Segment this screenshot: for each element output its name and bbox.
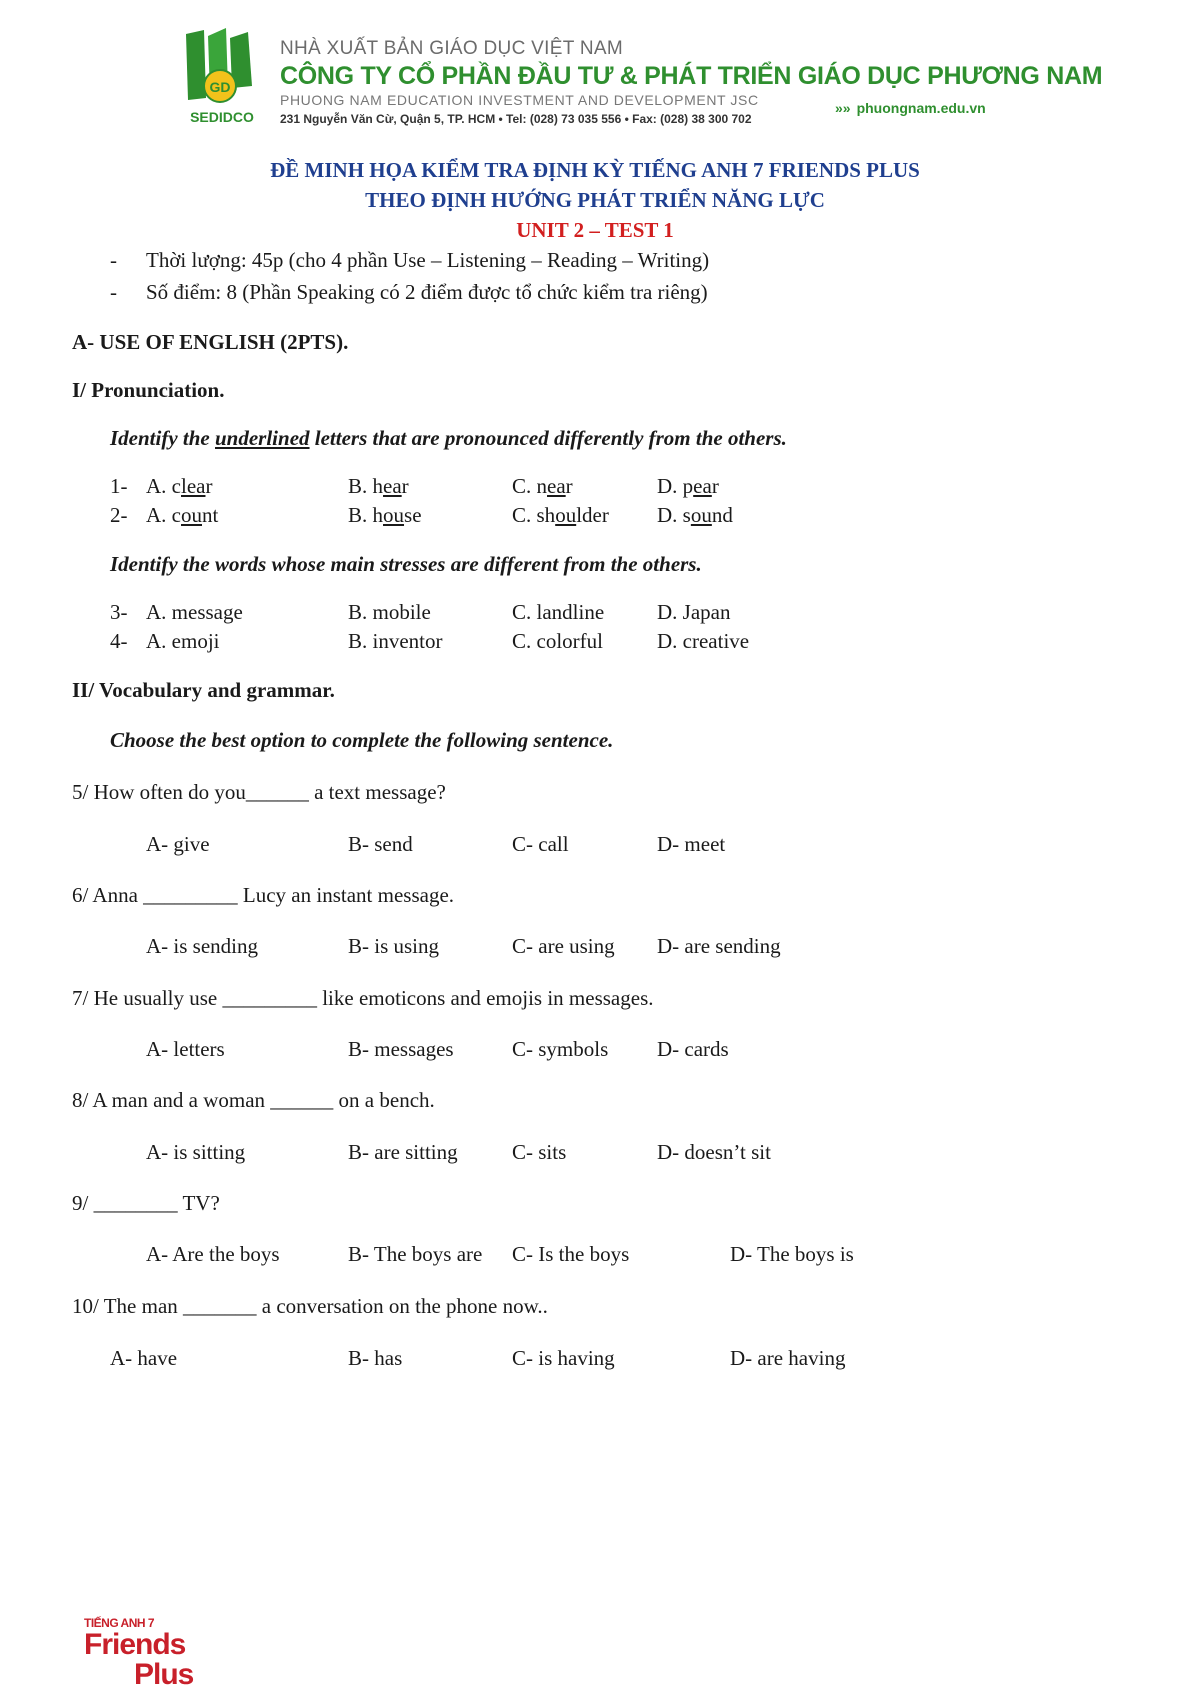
q9-option-a[interactable]: A- Are the boys xyxy=(146,1242,280,1266)
q7-option-a[interactable]: A- letters xyxy=(146,1037,225,1061)
question-8: 8/ A man and a woman ______ on a bench. xyxy=(72,1088,435,1112)
question-9: 9/ ________ TV? xyxy=(72,1191,220,1215)
publisher-name: NHÀ XUẤT BẢN GIÁO DỤC VIỆT NAM xyxy=(280,38,623,59)
q6-option-a[interactable]: A- is sending xyxy=(146,934,258,958)
logo-friends-text: Friends xyxy=(84,1628,186,1661)
q9-option-d[interactable]: D- The boys is xyxy=(730,1242,854,1266)
sedidco-logo xyxy=(182,28,262,126)
option-a[interactable]: A. clear xyxy=(146,474,213,498)
company-english-name: PHUONG NAM EDUCATION INVESTMENT AND DEVELOPMENT JSC xyxy=(280,92,759,108)
pronunciation-instruction: Identify the underlined letters that are pronounced differently from the others. xyxy=(110,426,787,450)
q10-option-d[interactable]: D- are having xyxy=(730,1346,846,1370)
exam-subtitle: THEO ĐỊNH HƯỚNG PHÁT TRIỂN NĂNG LỰC xyxy=(365,188,825,212)
q10-option-c[interactable]: C- is having xyxy=(512,1346,615,1370)
option-d[interactable]: D. Japan xyxy=(657,600,731,624)
q7-option-b[interactable]: B- messages xyxy=(348,1037,454,1061)
q5-option-b[interactable]: B- send xyxy=(348,832,413,856)
option-b[interactable]: B. mobile xyxy=(348,600,431,624)
q8-option-b[interactable]: B- are sitting xyxy=(348,1140,458,1164)
q9-option-b[interactable]: B- The boys are xyxy=(348,1242,483,1266)
question-5: 5/ How often do you______ a text message? xyxy=(72,780,446,804)
vocabulary-heading: II/ Vocabulary and grammar. xyxy=(72,678,335,702)
option-d[interactable]: D. pear xyxy=(657,474,719,498)
q6-option-b[interactable]: B- is using xyxy=(348,934,440,958)
q8-option-c[interactable]: C- sits xyxy=(512,1140,567,1164)
option-b[interactable]: B. house xyxy=(348,503,422,527)
q7-option-c[interactable]: C- symbols xyxy=(512,1037,609,1061)
vocabulary-instruction: Choose the best option to complete the following sentence. xyxy=(110,728,614,752)
question-number: 2- xyxy=(110,503,128,527)
logo-monogram: GD xyxy=(209,79,231,95)
bullet-dash: - xyxy=(110,248,117,272)
option-c[interactable]: C. landline xyxy=(512,600,605,624)
pronunciation-heading: I/ Pronunciation. xyxy=(72,378,225,402)
meta-duration: - Thời lượng: 45p (cho 4 phần Use – Listening – Reading – Writing) xyxy=(110,248,710,272)
stress-instruction: Identify the words whose main stresses are different from the others. xyxy=(110,552,702,576)
company-name: CÔNG TY CỔ PHẦN ĐẦU TƯ & PHÁT TRIỂN GIÁO DỤC PHƯƠNG NAM xyxy=(280,62,1103,90)
friends-plus-logo xyxy=(84,1616,193,1690)
q8-option-a[interactable]: A- is sitting xyxy=(146,1140,246,1164)
question-10: 10/ The man _______ a conversation on the phone now.. xyxy=(72,1294,548,1318)
q5-option-d[interactable]: D- meet xyxy=(657,832,726,856)
question-number: 1- xyxy=(110,474,128,498)
underlined-word: underlined xyxy=(215,426,310,450)
logo-plus-text: Plus xyxy=(134,1658,194,1691)
q5-option-c[interactable]: C- call xyxy=(512,832,569,856)
option-a[interactable]: A. message xyxy=(146,600,243,624)
website[interactable] xyxy=(835,100,986,116)
option-b[interactable]: B. hear xyxy=(348,474,409,498)
q8-option-d[interactable]: D- doesn’t sit xyxy=(657,1140,771,1164)
q10-option-a[interactable]: A- have xyxy=(110,1346,178,1370)
logo-text: SEDIDCO xyxy=(190,109,254,125)
option-d[interactable]: D. creative xyxy=(657,629,750,653)
meta-points: - Số điểm: 8 (Phần Speaking có 2 điểm được tổ chức kiểm tra riêng) xyxy=(110,280,708,304)
option-c[interactable]: C. colorful xyxy=(512,629,603,653)
company-address: 231 Nguyễn Văn Cừ, Quận 5, TP. HCM • Tel: (028) 73 035 556 • Fax: (028) 38 300 702 xyxy=(280,112,752,126)
double-chevron-icon: »» xyxy=(835,100,851,116)
option-a[interactable]: A. count xyxy=(146,503,219,527)
q10-option-b[interactable]: B- has xyxy=(348,1346,403,1370)
question-number: 3- xyxy=(110,600,128,624)
q6-option-d[interactable]: D- are sending xyxy=(657,934,781,958)
q6-option-c[interactable]: C- are using xyxy=(512,934,615,958)
section-a-heading: A- USE OF ENGLISH (2PTS). xyxy=(72,330,349,354)
q9-option-c[interactable]: C- Is the boys xyxy=(512,1242,630,1266)
option-a[interactable]: A. emoji xyxy=(146,629,220,653)
website-url: phuongnam.edu.vn xyxy=(856,100,986,116)
question-6: 6/ Anna _________ Lucy an instant message. xyxy=(72,883,455,907)
exam-title: ĐỀ MINH HỌA KIỂM TRA ĐỊNH KỲ TIẾNG ANH 7 FRIENDS PLUS xyxy=(270,158,920,182)
option-c[interactable]: C. shoulder xyxy=(512,503,609,527)
question-number: 4- xyxy=(110,629,128,653)
q5-option-a[interactable]: A- give xyxy=(146,832,210,856)
question-7: 7/ He usually use _________ like emoticons and emojis in messages. xyxy=(72,986,654,1010)
option-d[interactable]: D. sound xyxy=(657,503,733,527)
logo-small-text: TIẾNG ANH 7 xyxy=(84,1616,155,1630)
option-c[interactable]: C. near xyxy=(512,474,573,498)
unit-test-title: UNIT 2 – TEST 1 xyxy=(516,218,674,242)
bullet-dash: - xyxy=(110,280,117,304)
option-b[interactable]: B. inventor xyxy=(348,629,443,653)
q7-option-d[interactable]: D- cards xyxy=(657,1037,729,1061)
